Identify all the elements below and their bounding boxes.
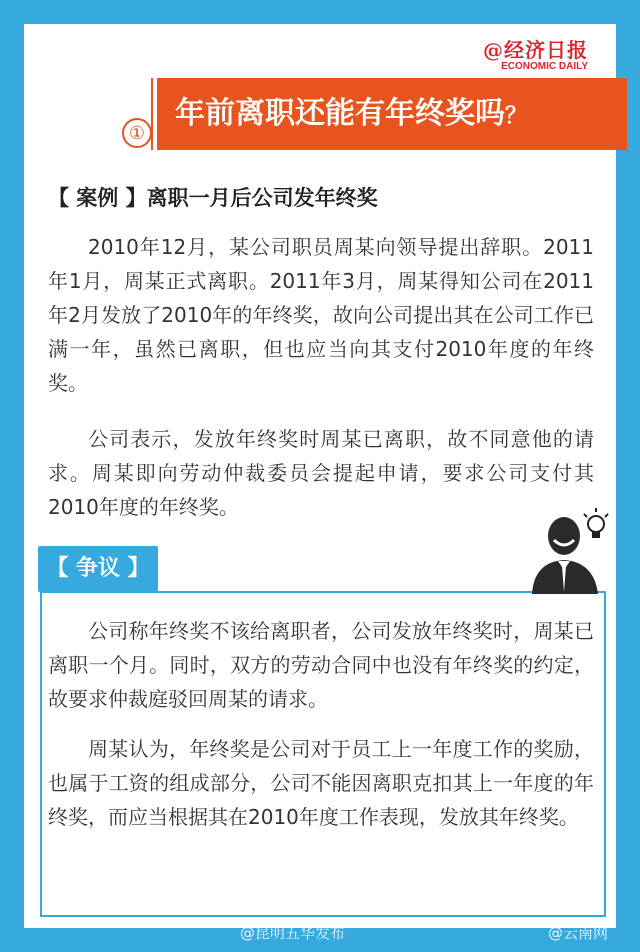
title-question-mark: ？ [505, 104, 528, 129]
case-heading: 【 案例 】离职一月后公司发年终奖 [48, 186, 378, 210]
logo-at: @ [483, 38, 504, 62]
logo-en: ECONOMIC DAILY [501, 61, 588, 72]
content-card [24, 24, 616, 928]
watermark-yunnan: @云南网 [548, 924, 609, 942]
businessman-idea-icon [522, 504, 614, 594]
economic-daily-logo [483, 34, 588, 72]
dispute-paragraph-1: 公司称年终奖不该给离职者，公司发放年终奖时，周某已离职一个月。同时，双方的劳动合同中也没有年终奖的约定，故要求仲裁庭驳回周某的请求。 [48, 619, 594, 711]
title-banner [153, 78, 627, 150]
case-paragraph-1: 2010年12月，某公司职员周某向领导提出辞职。2011年1月，周某正式离职。2011年3月，周某得知公司在2011年2月发放了2010年的年终奖，故向公司提出其在公司工作已满一年，虽然已离职，但也应当向其支付2010年度的年终奖。 [48, 235, 594, 395]
dispute-paragraph-2: 周某认为，年终奖是公司对于员工上一年度工作的奖励，也属于工资的组成部分，公司不能因离职克扣其上一年度的年终奖，而应当根据其在2010年度工作表现，发放其年终奖。 [48, 737, 594, 829]
case-paragraph-2: 公司表示，发放年终奖时周某已离职，故不同意他的请求。周某即向劳动仲裁委员会提起申请，要求公司支付其2010年度的年终奖。 [48, 427, 594, 519]
section-number: ① [122, 118, 152, 148]
logo-cn: 经济日报 [504, 38, 588, 62]
watermark-wuhua: @昆明五华发布 [240, 924, 346, 942]
dispute-tag: 【 争议 】 [38, 546, 158, 592]
page-title: 年前离职还能有年终奖吗 [175, 96, 505, 131]
